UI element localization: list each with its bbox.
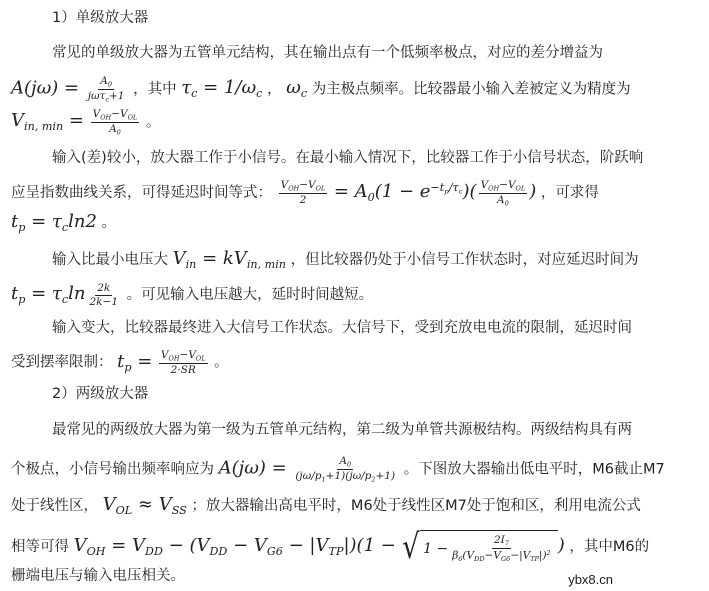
vol-formula: $V_{OL} \approx V_{SS}$ [102, 494, 187, 517]
tau-formula: $\tau_c = 1/\omega_c$ [181, 77, 263, 101]
p1-line1: 常见的单级放大器为五管单元结构，其在输出点有一个低频率极点，对应的差分增益为 [52, 45, 603, 61]
p3-line2: $t_p = \tau_c\ln$ $\frac{2k}{2k-1}$ 。可见输入电压越大，延时时间越短。 [11, 282, 374, 308]
p4-line1: 输入变大，比较器最终进入大信号工作状态。大信号下，受到充放电电流的限制，延迟时间 [52, 320, 632, 336]
p5-line4: 相等可得 $V_{OH} = V_{DD} - (V_{DD} - V_{G6} - |V_{TP}|)(1$ − √ 1 − $\frac{2I_7}{\beta_6(V_{DD}-V_{G6}-|V_{TP}|)^2}$ ) ，其中M6的 [11, 527, 650, 567]
sqrt-expression: √ 1 − $\frac{2I_7}{\beta_6(V_{DD}-V_{G6}-|V_{TP}|)^2}$ [400, 530, 557, 564]
tp-formula: $t_p = \tau_c\ln 2$ [11, 211, 97, 234]
p1-line3: $V_{in, min}$ = $\frac{V_{OH}-V_{OL}}{A_0}$ 。 [11, 108, 161, 137]
two-stage-gain-formula: A(jω) = [218, 457, 287, 479]
tp-k-formula: $t_p = \tau_c\ln$ [11, 283, 86, 306]
p2-line3: $t_p = \tau_c\ln 2$ 。 [11, 211, 117, 234]
watermark: ybx8.cn [568, 572, 613, 587]
p2-line1: 输入(差)较小，放大器工作于小信号。在最小输入情况下，比较器工作于小信号状态，阶跃响 [52, 150, 644, 166]
p1-line2: A(jω) = $\frac{A_0}{j\omega\tau_c+1}$ ，其中 $\tau_c = 1/\omega_c$ ， $\omega_c$ 为主极点频率。比较器最小输入差被定义为精度为 [11, 75, 631, 104]
p5-line1: 最常见的两级放大器为第一级为五管单元结构，第二级为单管共源极结构。两级结构具有两 [52, 422, 632, 438]
section-heading-two-stage: 2）两级放大器 [52, 386, 149, 402]
p5-line2: 个极点，小信号输出频率响应为 A(jω) = $\frac{A_0}{(j\omega/p_1+1)(j\omega/p_2+1)}$ 。下图放大器输出低电平时，M6截止M7 [11, 455, 665, 484]
slew-rate-formula: $t_p$ = [117, 350, 153, 374]
p5-line3: 处于线性区， $V_{OL} \approx V_{SS}$ ；放大器输出高电平时，M6处于线性区M7处于饱和区，利用电流公式 [11, 494, 641, 517]
section-heading-single-stage: 1）单级放大器 [52, 10, 149, 26]
p4-line2: 受到摆率限制： $t_p$ = $\frac{V_{OH}-V_{OL}}{2\cdot SR}$ 。 [11, 349, 229, 376]
p3-line1: 输入比最小电压大 $V_{in} = kV_{in, min}$ ，但比较器仍处于小信号工作状态时，对应延迟时间为 [52, 248, 639, 271]
vin-min-formula: $V_{in, min}$ = [11, 110, 84, 134]
p5-line5: 栅端电压与输入电压相关。 [11, 568, 185, 584]
delay-equation: $\frac{V_{OH}-V_{OL}}{2}$ [280, 179, 326, 207]
p2-line2: 应呈指数曲线关系，可得延迟时间等式： $\frac{V_{OH}-V_{OL}}{2}$ = $A_0(1 - e^{-t_p/\tau_c})$( $\frac{V_{OH}-V_{OL}}{A_0}$ ) ，可求得 [11, 178, 599, 207]
gain-formula: A(jω) = [11, 77, 80, 99]
vin-formula: $V_{in} = kV_{in, min}$ [172, 248, 286, 271]
gain-fraction: $\frac{A_0}{j\omega\tau_c+1}$ [87, 75, 125, 104]
voh-formula: $V_{OH} = V_{DD} - (V_{DD} - V_{G6} - |V_{TP}|)(1$ − [73, 535, 396, 558]
